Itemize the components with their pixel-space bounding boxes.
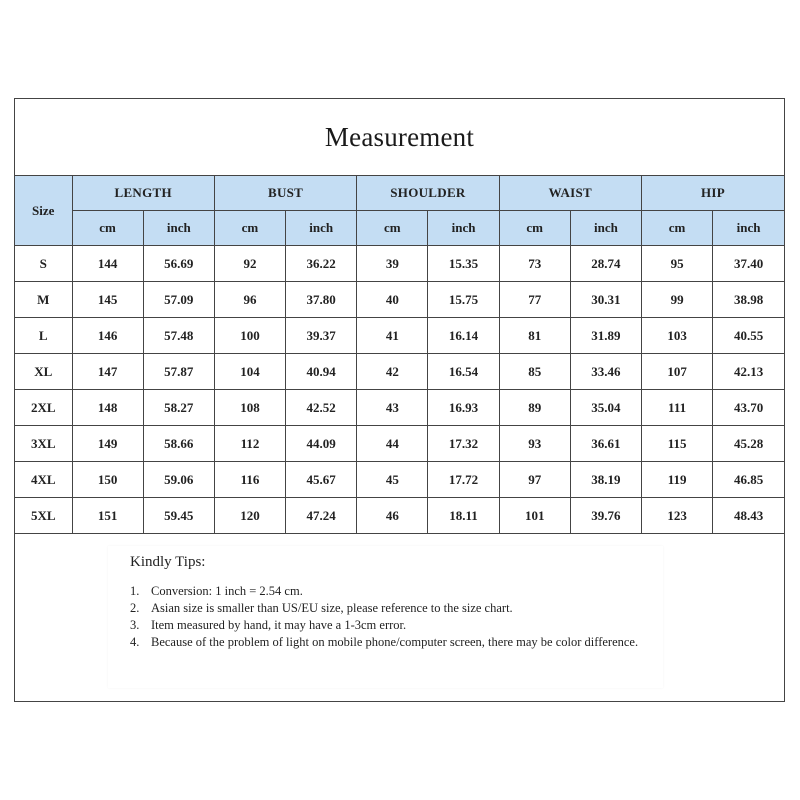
waist-header: WAIST xyxy=(499,176,641,211)
length-inch-cell: 57.87 xyxy=(143,354,214,390)
shoulder-inch-cell: 17.72 xyxy=(428,462,499,498)
shoulder-inch-cell: 16.93 xyxy=(428,390,499,426)
tip-text: Conversion: 1 inch = 2.54 cm. xyxy=(151,584,303,598)
unit-cm-header: cm xyxy=(357,211,428,246)
shoulder-inch-cell: 18.11 xyxy=(428,498,499,534)
tip-text: Asian size is smaller than US/EU size, please reference to the size chart. xyxy=(151,601,513,615)
length-cm-cell: 151 xyxy=(72,498,143,534)
size-cell: 5XL xyxy=(15,498,72,534)
shoulder-cm-cell: 42 xyxy=(357,354,428,390)
shoulder-cm-cell: 40 xyxy=(357,282,428,318)
shoulder-cm-cell: 46 xyxy=(357,498,428,534)
table-row xyxy=(15,426,784,462)
hip-cm-cell: 119 xyxy=(642,462,713,498)
waist-inch-cell: 38.19 xyxy=(570,462,641,498)
tip-text: Item measured by hand, it may have a 1-3cm error. xyxy=(151,618,407,632)
shoulder-cm-cell: 43 xyxy=(357,390,428,426)
tip-number: 2. xyxy=(130,601,140,615)
unit-inch-header: inch xyxy=(570,211,641,246)
bust-header: BUST xyxy=(214,176,356,211)
table-row xyxy=(15,318,784,354)
bust-inch-cell: 44.09 xyxy=(286,426,357,462)
waist-cm-cell: 81 xyxy=(499,318,570,354)
size-cell: 4XL xyxy=(15,462,72,498)
unit-inch-header: inch xyxy=(286,211,357,246)
table-row xyxy=(15,390,784,426)
length-cm-cell: 145 xyxy=(72,282,143,318)
length-cm-cell: 147 xyxy=(72,354,143,390)
bust-inch-cell: 42.52 xyxy=(286,390,357,426)
length-inch-cell: 59.06 xyxy=(143,462,214,498)
length-cm-cell: 150 xyxy=(72,462,143,498)
tip-item xyxy=(130,600,650,617)
waist-inch-cell: 33.46 xyxy=(570,354,641,390)
group-header-row xyxy=(15,176,784,211)
tip-number: 3. xyxy=(130,618,140,632)
table-row xyxy=(15,462,784,498)
hip-inch-cell: 37.40 xyxy=(713,246,784,282)
length-inch-cell: 58.27 xyxy=(143,390,214,426)
waist-cm-cell: 101 xyxy=(499,498,570,534)
tips-list xyxy=(130,583,650,651)
hip-cm-cell: 95 xyxy=(642,246,713,282)
kindly-tips xyxy=(108,546,663,688)
hip-header: HIP xyxy=(642,176,785,211)
bust-inch-cell: 47.24 xyxy=(286,498,357,534)
shoulder-cm-cell: 45 xyxy=(357,462,428,498)
bust-cm-cell: 108 xyxy=(214,390,285,426)
bust-inch-cell: 37.80 xyxy=(286,282,357,318)
size-column-header: Size xyxy=(15,176,72,246)
hip-inch-cell: 48.43 xyxy=(713,498,784,534)
length-inch-cell: 57.48 xyxy=(143,318,214,354)
hip-inch-cell: 45.28 xyxy=(713,426,784,462)
unit-cm-header: cm xyxy=(214,211,285,246)
tip-number: 4. xyxy=(130,635,140,649)
unit-inch-header: inch xyxy=(713,211,784,246)
unit-header-row xyxy=(15,211,784,246)
hip-cm-cell: 115 xyxy=(642,426,713,462)
tip-text: Because of the problem of light on mobile phone/computer screen, there may be color difference. xyxy=(151,635,639,649)
length-header: LENGTH xyxy=(72,176,214,211)
table-header xyxy=(15,176,784,246)
size-cell: M xyxy=(15,282,72,318)
size-cell: S xyxy=(15,246,72,282)
bust-inch-cell: 39.37 xyxy=(286,318,357,354)
table-row xyxy=(15,498,784,534)
bust-cm-cell: 116 xyxy=(214,462,285,498)
length-inch-cell: 59.45 xyxy=(143,498,214,534)
size-cell: 2XL xyxy=(15,390,72,426)
length-cm-cell: 146 xyxy=(72,318,143,354)
bust-inch-cell: 45.67 xyxy=(286,462,357,498)
bust-cm-cell: 100 xyxy=(214,318,285,354)
shoulder-inch-cell: 16.54 xyxy=(428,354,499,390)
hip-cm-cell: 111 xyxy=(642,390,713,426)
waist-cm-cell: 89 xyxy=(499,390,570,426)
bust-cm-cell: 96 xyxy=(214,282,285,318)
tip-item xyxy=(130,634,650,651)
length-inch-cell: 56.69 xyxy=(143,246,214,282)
size-table xyxy=(15,176,784,534)
waist-inch-cell: 31.89 xyxy=(570,318,641,354)
shoulder-cm-cell: 41 xyxy=(357,318,428,354)
length-cm-cell: 148 xyxy=(72,390,143,426)
waist-inch-cell: 39.76 xyxy=(570,498,641,534)
hip-cm-cell: 99 xyxy=(642,282,713,318)
waist-inch-cell: 28.74 xyxy=(570,246,641,282)
chart-title: Measurement xyxy=(15,99,784,176)
hip-inch-cell: 43.70 xyxy=(713,390,784,426)
unit-cm-header: cm xyxy=(499,211,570,246)
hip-inch-cell: 38.98 xyxy=(713,282,784,318)
length-cm-cell: 144 xyxy=(72,246,143,282)
bust-cm-cell: 104 xyxy=(214,354,285,390)
shoulder-inch-cell: 15.35 xyxy=(428,246,499,282)
hip-cm-cell: 123 xyxy=(642,498,713,534)
hip-inch-cell: 40.55 xyxy=(713,318,784,354)
unit-cm-header: cm xyxy=(642,211,713,246)
shoulder-cm-cell: 39 xyxy=(357,246,428,282)
length-inch-cell: 57.09 xyxy=(143,282,214,318)
waist-cm-cell: 85 xyxy=(499,354,570,390)
measurement-chart xyxy=(14,98,785,702)
shoulder-header: SHOULDER xyxy=(357,176,499,211)
shoulder-inch-cell: 16.14 xyxy=(428,318,499,354)
waist-inch-cell: 30.31 xyxy=(570,282,641,318)
shoulder-cm-cell: 44 xyxy=(357,426,428,462)
length-inch-cell: 58.66 xyxy=(143,426,214,462)
hip-cm-cell: 107 xyxy=(642,354,713,390)
table-row xyxy=(15,246,784,282)
table-row xyxy=(15,354,784,390)
waist-cm-cell: 77 xyxy=(499,282,570,318)
size-cell: 3XL xyxy=(15,426,72,462)
size-cell: XL xyxy=(15,354,72,390)
table-row xyxy=(15,282,784,318)
waist-inch-cell: 35.04 xyxy=(570,390,641,426)
hip-inch-cell: 42.13 xyxy=(713,354,784,390)
unit-cm-header: cm xyxy=(72,211,143,246)
tip-number: 1. xyxy=(130,584,140,598)
unit-inch-header: inch xyxy=(428,211,499,246)
waist-inch-cell: 36.61 xyxy=(570,426,641,462)
hip-inch-cell: 46.85 xyxy=(713,462,784,498)
length-cm-cell: 149 xyxy=(72,426,143,462)
bust-inch-cell: 40.94 xyxy=(286,354,357,390)
waist-cm-cell: 97 xyxy=(499,462,570,498)
bust-cm-cell: 112 xyxy=(214,426,285,462)
bust-inch-cell: 36.22 xyxy=(286,246,357,282)
waist-cm-cell: 73 xyxy=(499,246,570,282)
shoulder-inch-cell: 17.32 xyxy=(428,426,499,462)
tips-title: Kindly Tips: xyxy=(130,554,206,570)
waist-cm-cell: 93 xyxy=(499,426,570,462)
tip-item xyxy=(130,583,650,600)
tip-item xyxy=(130,617,650,634)
bust-cm-cell: 92 xyxy=(214,246,285,282)
size-cell: L xyxy=(15,318,72,354)
bust-cm-cell: 120 xyxy=(214,498,285,534)
table-body xyxy=(15,246,784,534)
shoulder-inch-cell: 15.75 xyxy=(428,282,499,318)
hip-cm-cell: 103 xyxy=(642,318,713,354)
unit-inch-header: inch xyxy=(143,211,214,246)
